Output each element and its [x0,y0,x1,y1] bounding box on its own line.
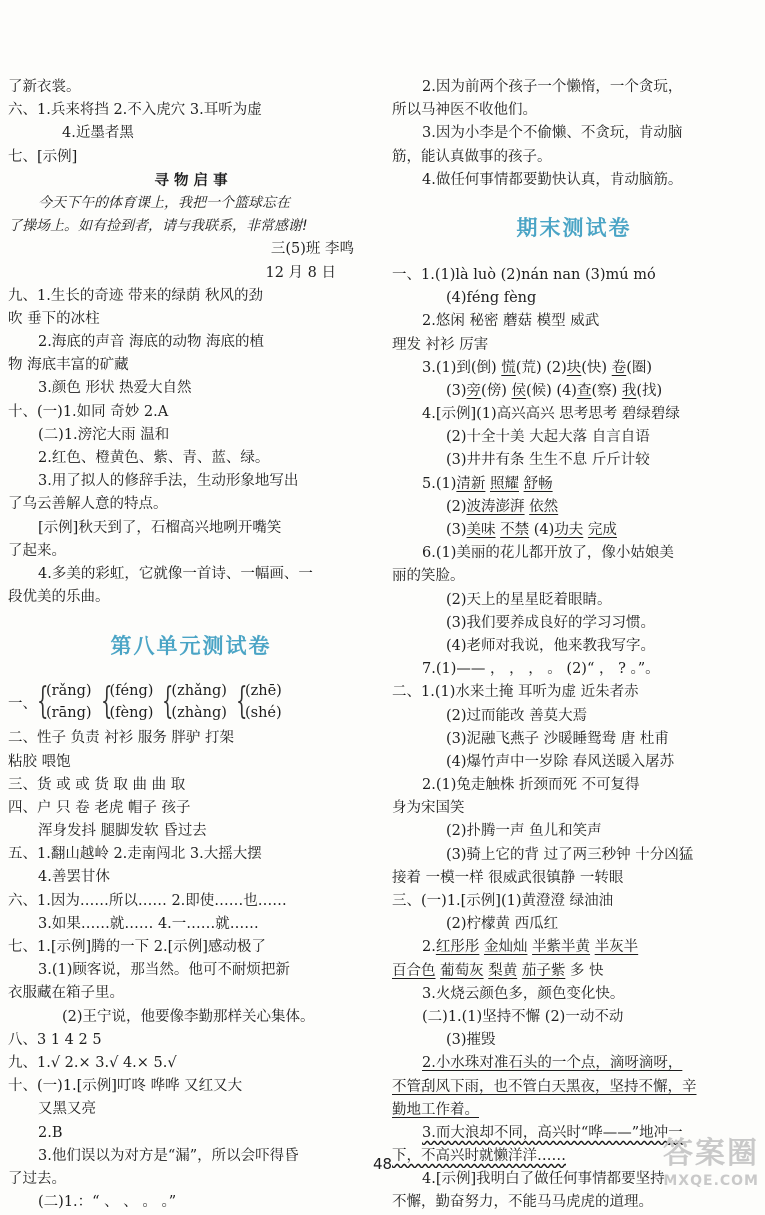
answer-line [392,774,756,797]
answer-line [392,913,756,936]
answer-line: 3.颜色 形状 热爱大自然 [38,380,192,397]
page-number: 48 [372,1155,393,1173]
pinyin-reading: (rǎng) [46,683,92,700]
answer-line [392,1099,756,1122]
underlined-answer: 我 [621,382,637,399]
answer-line: (二)1.滂沱大雨 温和 [38,426,170,443]
answer-line [392,1076,756,1099]
answer-line: 七、1.[示例]腾的一下 2.[示例]感动极了 [8,939,266,955]
answer-line: 又黑又亮 [38,1101,96,1118]
pinyin-reading: (féng) [109,683,154,700]
answer-text: (3) [446,382,467,399]
answer-line [392,589,756,612]
answer-line [392,797,756,820]
answer-line [392,658,756,681]
notice-title: 寻 物 启 事 [154,171,228,189]
answer-text: 丽的笑脸。 [392,568,465,585]
underlined-answer: 百合色 [392,962,436,979]
answer-line: 2.红色、橙黄色、紫、青、蓝、绿。 [38,450,270,466]
left-post-lines [8,727,374,1214]
answer-line: 六、1.因为……所以…… 2.即使……也…… [8,892,287,909]
answer-text: 3.(1)到(倒) [422,359,502,376]
answer-line [392,334,756,357]
underlined-answer: 梨黄 [488,962,518,979]
answer-line: 物 海底丰富的矿藏 [8,357,129,374]
answer-line: 五、1.翻山越岭 2.走南闯北 3.大摇大摆 [8,846,262,863]
pinyin-reading: (rāng) [46,705,92,722]
answer-line: 2.因为前两个孩子一个懒惰，一个贪玩， [422,79,683,95]
answer-text: 7.(1)—— ， ， ， 。 (2)“ ， ? 。”。 [422,661,660,678]
answer-line: 二、性子 负责 衬衫 服务 胖驴 打架 [8,730,235,747]
watermark-logo [647,1136,759,1196]
underlined-answer: 美味 [466,522,496,538]
underlined-answer: 不禁 [500,522,530,538]
underlined-answer: 半紫半黄 [532,939,591,956]
watermark-big: 答案圈 [663,1136,759,1171]
underlined-answer: 清新 [456,475,486,492]
answer-text: 接着 一模一样 很威武很镇静 一转眼 [392,869,624,886]
answer-text: (圈) [626,359,653,376]
answer-text: (3)泥融飞燕子 沙暖睡鸳鸯 唐 杜甫 [446,730,669,747]
pinyin-groups [34,679,288,725]
answer-text: 理发 衬衫 厉害 [392,336,489,353]
answer-line: (2)王宁说，他要像李勤那样关心集体。 [62,1008,315,1025]
underlined-answer: 红彤彤 [435,939,480,956]
answer-text: (3)井井有条 生生不息 斤斤计较 [446,452,650,469]
answer-text: 三、(一)1.[示例](1)黄澄澄 绿油油 [392,893,614,909]
answer-line [392,1006,756,1029]
answer-line: 3.因为小李是个不偷懒、不贪玩，肯动脑 [422,125,683,142]
answer-line: 粘胶 喂饱 [8,753,71,770]
answer-text: (荒) (2) [515,359,567,376]
answer-text: 4.[示例]我明白了做任何事情都要坚持 [422,1171,665,1188]
final-exam-title: 期末测试卷 [516,215,632,240]
pinyin-pair [233,679,282,725]
answer-line [392,936,756,959]
pinyin-reading: (shé) [244,705,282,722]
brace-icon: { [162,681,174,723]
brace-icon: { [37,681,49,723]
right-answer-lines [392,264,756,1215]
answer-text: 一、1.(1)là luò (2)nán nan (3)mú mó [392,266,656,283]
answer-line: 段优美的乐曲。 [8,589,110,606]
answer-text: 身为宋国笑 [392,800,465,817]
pinyin-reading: (zhǎng) [171,683,227,700]
answer-text: 2.悠闲 秘密 蘑菇 模型 威武 [422,313,600,330]
answer-line [392,1052,756,1075]
answer-line [392,426,756,449]
answer-line: 4.善罢甘休 [38,869,110,886]
pinyin-pair [98,679,154,725]
answer-line: 十、(一)1.如同 奇妙 2.A [8,403,169,420]
answer-text: (4)爆竹声中一岁除 春风送暖入屠苏 [446,753,675,770]
answer-text: (傍) [481,382,512,399]
underlined-answer: 葡萄灰 [440,962,484,979]
notice-line-2: 了操场上。如有捡到者，请与我联系，非常感谢! [8,218,308,235]
answer-line [392,380,756,403]
pinyin-reading: (zhàng) [171,705,227,722]
answer-line [392,751,756,774]
answer-line [392,728,756,751]
underlined-answer: 侯 [511,382,526,399]
answer-line [392,519,756,542]
answer-text: (2)扑腾一声 鱼儿和笑声 [446,823,602,840]
pinyin-reading: (zhē) [244,683,282,700]
answer-line [392,705,756,728]
underlined-answer: 茄子紫 [521,962,566,979]
underlined-answer: 照耀 [489,475,519,492]
answer-text: (4) [529,522,555,538]
answer-line: 2.B [38,1124,63,1141]
answer-line: 了新衣裳。 [8,79,81,95]
answer-text: 6.(1)美丽的花儿都开放了，像小姑娘美 [422,545,674,562]
answer-line [392,867,756,890]
answer-line [392,681,756,704]
answer-text: 5.(1) [422,475,457,492]
answer-line: 3.(1)顾客说，那当然。他可不耐烦把新 [38,962,290,979]
answer-line: 了过去。 [8,1170,66,1187]
answer-line: 3.如果……就…… 4.一……就…… [38,915,259,932]
answer-line: 浑身发抖 腿脚发软 昏过去 [38,823,207,840]
answer-line: 3.他们误以为对方是“漏”，所以会吓得昏 [38,1147,299,1164]
answer-line [392,473,756,496]
answer-text: (3)我们要养成良好的学习习惯。 [446,614,656,631]
answer-text: 不懈，勤奋努力，不能马马虎虎的道理。 [392,1194,653,1211]
answer-line [392,449,756,472]
answer-text: 多 快 [565,962,604,979]
lost-notice [8,169,374,285]
answer-line [392,565,756,588]
answer-line: 六、1.兵来将挡 2.不入虎穴 3.耳听为虚 [8,102,262,119]
answer-text: (2) [446,498,467,515]
pinyin-pair [34,679,92,725]
answer-line [392,635,756,658]
notice-date: 12 月 8 日 [265,264,336,281]
notice-line-1: 今天下午的体育课上，我把一个篮球忘在 [38,194,290,211]
answer-line [392,820,756,843]
answer-line [392,264,756,287]
underlined-answer: 功夫 [554,522,584,538]
watermark-small: MXQE.COM [663,1173,759,1189]
wavy-underlined-answer: 3.而大浪却不同，高兴时“哗——”地冲一 [422,1124,683,1141]
underlined-answer: 波涛澎湃 [466,498,525,515]
answer-line: 2.海底的声音 海底的动物 海底的植 [38,334,265,351]
answer-line: 九、1.生长的奇迹 带来的绿荫 秋风的劲 [8,287,264,304]
answer-text: (4)老师对我说，他来教我写字。 [446,637,656,654]
left-pre-lines [8,76,374,169]
answer-text: 二、1.(1)水来土掩 耳听为虚 近朱者赤 [392,684,639,701]
answer-line: 八、3 1 4 2 5 [8,1031,102,1048]
answer-text: (4)féng fèng [446,290,537,307]
answer-line [392,1029,756,1052]
answer-text: (2)十全十美 大起大落 自言自语 [446,429,650,446]
left-mid-lines [8,285,374,610]
unit8-title: 第八单元测试卷 [110,634,272,659]
answer-line [392,844,756,867]
answer-text: 4.[示例](1)高兴高兴 思考思考 碧绿碧绿 [422,406,680,423]
answer-line: 4.近墨者黑 [62,125,134,142]
answer-text: (快) [581,359,612,376]
pinyin-label: 一、 [8,695,37,712]
answer-line: 4.做任何事情都要勤快认真，肯动脑筋。 [422,171,683,188]
answer-line: 衣服藏在箱子里。 [8,985,124,1002]
underlined-answer: 查 [576,382,592,399]
answer-line [392,310,756,333]
pinyin-block [8,677,374,727]
underlined-answer: 半灰半 [594,939,639,956]
notice-signature: 三(5)班 李鸣 [270,241,354,258]
answer-line [392,890,756,913]
answer-line: 七、[示例] [8,148,78,165]
wavy-underlined-answer: 下，不高兴时就懒洋洋…… [392,1148,566,1165]
underlined-answer: 不管刮风下雨，也不管白天黑夜，坚持不懈，辛 [392,1078,697,1095]
answer-line: 九、1.√ 2.× 3.√ 4.× 5.√ [8,1054,177,1071]
answer-line: 了起来。 [8,542,66,559]
answer-line [392,496,756,519]
answer-line: 十、(一)1.[示例]叮咚 哗哗 又红又大 [8,1078,243,1095]
brace-icon: { [100,681,112,723]
answer-line [392,287,756,310]
brace-icon: { [235,681,248,723]
underlined-answer: 2.小水珠对准石头的一个点，滴呀滴呀， [422,1055,683,1072]
answer-line: 4.多美的彩虹，它就像一首诗、一幅画、一 [38,565,313,582]
answer-line [392,542,756,565]
underlined-answer: 块 [566,359,582,376]
answer-text: (找) [636,382,663,399]
answer-text: (3)骑上它的背 过了两三秒钟 十分凶猛 [446,846,694,863]
answer-line: 吹 垂下的冰柱 [8,310,100,327]
answer-line: 筋，能认真做事的孩子。 [392,148,552,165]
answer-line: 3.用了拟人的修辞手法，生动形象地写出 [38,473,299,490]
right-column [392,76,756,1215]
answer-text: 3.火烧云颜色多，颜色变化快。 [422,985,625,1002]
answer-line [392,960,756,983]
underlined-answer: 慌 [501,359,516,376]
answer-text: 2. [422,939,436,956]
answer-text: (候) (4) [525,382,577,399]
underlined-answer: 金灿灿 [483,939,528,956]
answer-line [392,612,756,635]
underlined-answer: 卷 [611,359,627,376]
answer-line [392,357,756,380]
answer-text: (2)柠檬黄 西瓜红 [446,916,559,933]
left-column [8,76,374,1214]
answer-line: 四、户 只 卷 老虎 帽子 孩子 [8,799,191,816]
underlined-answer: 旁 [466,382,482,399]
pinyin-reading: (fèng) [109,705,154,722]
answer-text: (3) [446,522,467,538]
answer-line: (二)1.：“ 、 、 。 。” [38,1194,177,1211]
answer-text: (2)过而能改 善莫大焉 [446,707,588,724]
underlined-answer: 舒畅 [523,475,553,492]
answer-line: 三、货 或 或 货 取 曲 曲 取 [8,776,186,793]
answer-line: [示例]秋天到了，石榴高兴地咧开嘴笑 [38,519,282,536]
answer-line [392,403,756,426]
right-pre-lines [392,76,756,192]
answer-line: 所以马神医不收他们。 [392,102,537,119]
underlined-answer: 依然 [529,498,559,515]
answer-text: (3)摧毁 [446,1032,496,1049]
answer-text: (2)天上的星星眨着眼睛。 [446,591,612,608]
underlined-answer: 勤地工作着。 [392,1101,479,1118]
pinyin-pair [159,679,227,725]
underlined-answer: 完成 [587,522,617,538]
answer-text: 2.(1)兔走触株 折颈而死 不可复得 [422,777,640,794]
answer-text: (二)1.(1)坚持不懈 (2)一动不动 [422,1008,624,1025]
answer-text: (察) [591,382,622,399]
answer-line [392,983,756,1006]
answer-line: 了乌云善解人意的特点。 [8,496,168,513]
